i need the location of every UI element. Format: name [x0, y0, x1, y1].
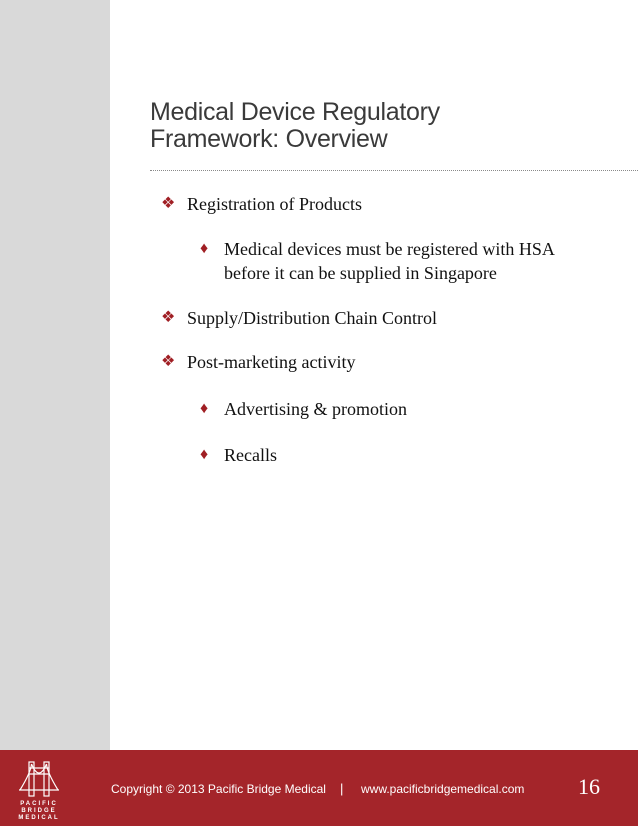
footer-bar	[0, 750, 638, 826]
title-line-1: Medical Device Regulatory	[150, 98, 440, 126]
page-number: 16	[578, 774, 600, 799]
copyright-text: Copyright © 2013 Pacific Bridge Medical	[111, 782, 326, 796]
website-link[interactable]: www.pacificbridgemedical.com	[361, 782, 525, 796]
bullet-text: Registration of Products	[187, 194, 362, 214]
sub-bullet-registration-requirement	[200, 237, 604, 285]
bullet-post-marketing	[161, 350, 355, 374]
sub-bullet-recalls	[200, 443, 604, 467]
diamond-bullet-icon: ♦	[200, 446, 209, 463]
diamond-cluster-bullet-icon: ❖	[161, 309, 176, 326]
footer-separator: |	[340, 781, 344, 796]
bullet-registration	[161, 192, 362, 216]
page-title	[150, 99, 610, 153]
logo-text-bridge: BRIDGE	[21, 808, 57, 814]
title-divider	[150, 170, 638, 171]
side-band	[0, 0, 110, 750]
diamond-bullet-icon: ♦	[200, 240, 209, 257]
logo-text-pacific: PACIFIC	[20, 801, 58, 807]
bullet-text: Post-marketing activity	[187, 352, 356, 372]
logo-text-medical: MEDICAL	[18, 815, 60, 821]
bullet-text: Supply/Distribution Chain Control	[187, 308, 438, 328]
bullet-text: Medical devices must be registered with HSA before it can be supplied in Singapore	[224, 239, 554, 283]
bullet-supply-chain	[161, 306, 437, 330]
title-line-2: Framework: Overview	[150, 125, 388, 153]
bullet-text: Recalls	[224, 445, 277, 465]
diamond-cluster-bullet-icon: ❖	[161, 353, 176, 370]
diamond-cluster-bullet-icon: ❖	[161, 195, 176, 212]
sub-bullet-advertising	[200, 397, 604, 421]
bullet-text: Advertising & promotion	[224, 399, 407, 419]
diamond-bullet-icon: ♦	[200, 400, 209, 417]
